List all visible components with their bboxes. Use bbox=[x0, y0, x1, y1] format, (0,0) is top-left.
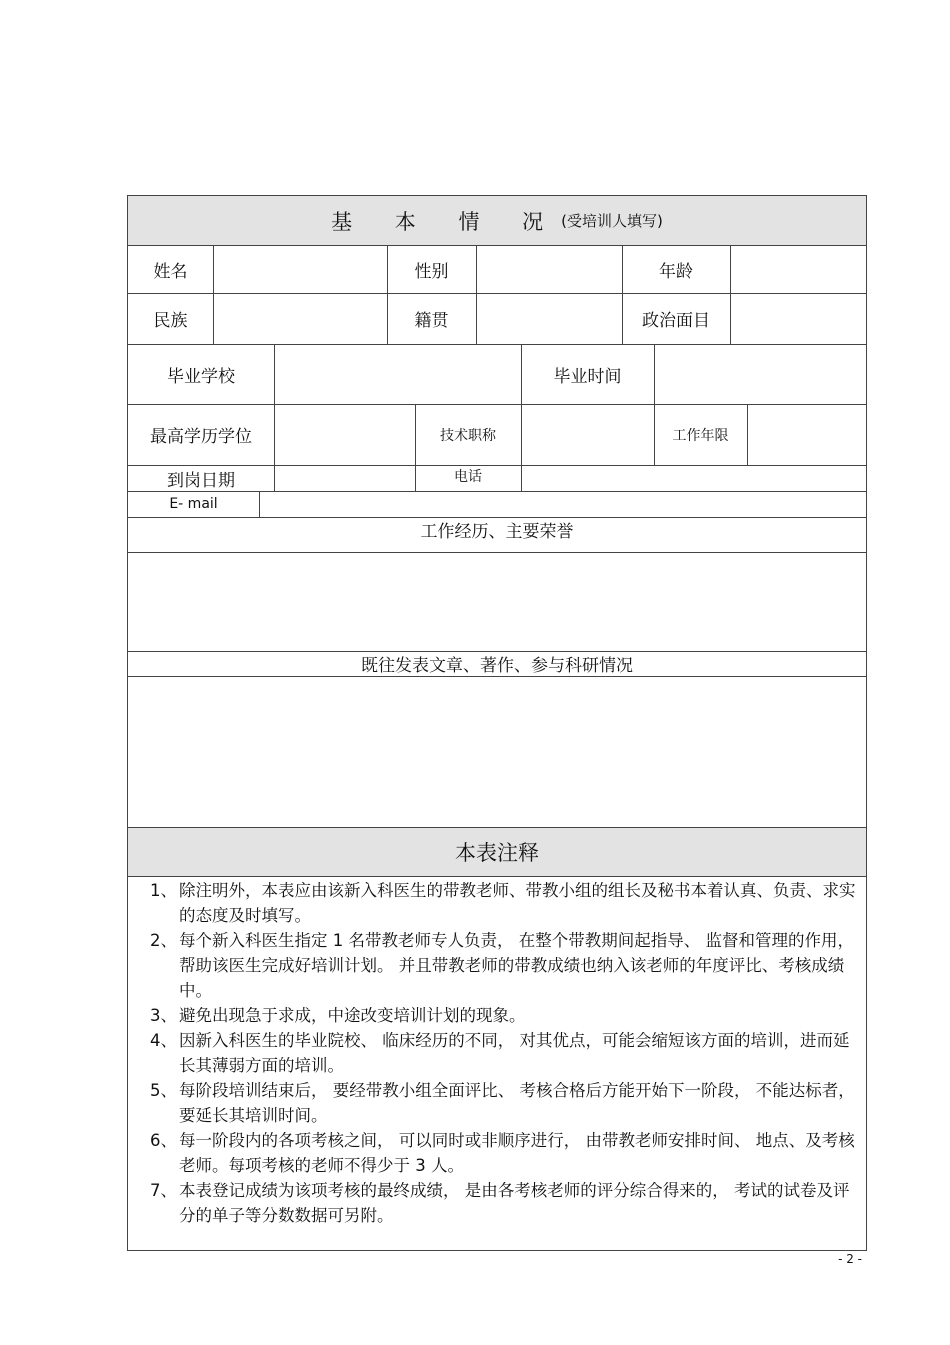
page-number: - 2 - bbox=[838, 1252, 862, 1266]
label-native-place: 籍贯 bbox=[414, 311, 449, 331]
work-experience-field[interactable] bbox=[128, 553, 866, 651]
note-text: 本表登记成绩为该项考核的最终成绩， 是由各考核老师的评分综合得来的， 考试的试卷及评分的单子等分数数据可另附。 bbox=[179, 1181, 850, 1225]
note-item bbox=[150, 1078, 860, 1128]
label-technical-title: 技术职称 bbox=[440, 427, 496, 444]
note-number: 2、 bbox=[150, 931, 177, 950]
note-number: 5、 bbox=[150, 1081, 177, 1100]
label-political-status: 政治面目 bbox=[642, 311, 710, 331]
graduation-time-field[interactable] bbox=[655, 345, 866, 404]
label-name: 姓名 bbox=[153, 261, 188, 282]
label-graduation-time: 毕业时间 bbox=[553, 366, 622, 387]
section-title-main: 基 本 情 况 bbox=[331, 209, 562, 234]
label-start-date: 到岗日期 bbox=[167, 470, 235, 491]
note-text: 因新入科医生的毕业院校、 临床经历的不同， 对其优点，可能会缩短该方面的培训，进而延长其薄弱方面的培训。 bbox=[179, 1031, 850, 1075]
section-title bbox=[128, 196, 866, 245]
label-years-of-work: 工作年限 bbox=[672, 427, 729, 444]
native-place-field[interactable] bbox=[477, 294, 622, 344]
note-item bbox=[150, 1028, 860, 1078]
note-number: 1、 bbox=[150, 881, 177, 900]
highest-degree-field[interactable] bbox=[275, 405, 415, 465]
age-field[interactable] bbox=[731, 246, 866, 293]
note-number: 3、 bbox=[150, 1006, 177, 1025]
name-field[interactable] bbox=[214, 246, 387, 293]
political-status-field[interactable] bbox=[731, 294, 866, 344]
note-item bbox=[150, 1003, 860, 1028]
note-number: 7、 bbox=[150, 1181, 177, 1200]
label-ethnicity: 民族 bbox=[153, 311, 188, 331]
note-number: 6、 bbox=[150, 1131, 177, 1150]
label-age: 年龄 bbox=[659, 261, 693, 282]
ethnicity-field[interactable] bbox=[214, 294, 387, 344]
label-work-experience: 工作经历、主要荣誉 bbox=[420, 521, 574, 542]
label-phone: 电话 bbox=[454, 469, 482, 485]
notes-title: 本表注释 bbox=[455, 841, 539, 865]
note-text: 每一阶段内的各项考核之间， 可以同时或非顺序进行， 由带教老师安排时间、 地点、及考核老师。每项考核的老师不得少于 3 人。 bbox=[179, 1131, 855, 1175]
graduated-school-field[interactable] bbox=[275, 345, 521, 404]
label-email: E- mail bbox=[169, 496, 218, 512]
start-date-field[interactable] bbox=[275, 466, 415, 491]
note-item bbox=[150, 1178, 860, 1228]
technical-title-field[interactable] bbox=[522, 405, 654, 465]
note-text: 除注明外，本表应由该新入科医生的带教老师、带教小组的组长及秘书本着认真、负责、求实的态度及时填写。 bbox=[179, 881, 856, 925]
years-of-work-field[interactable] bbox=[748, 405, 866, 465]
note-item bbox=[150, 1128, 860, 1178]
note-item bbox=[150, 878, 860, 928]
note-text: 避免出现急于求成，中途改变培训计划的现象。 bbox=[179, 1006, 526, 1025]
gender-field[interactable] bbox=[477, 246, 622, 293]
note-text: 每阶段培训结束后， 要经带教小组全面评比、 考核合格后方能开始下一阶段， 不能达标者，要延长其培训时间。 bbox=[179, 1081, 855, 1125]
note-number: 4、 bbox=[150, 1031, 177, 1050]
phone-field[interactable] bbox=[522, 466, 866, 491]
note-text: 每个新入科医生指定 1 名带教老师专人负责， 在整个带教期间起指导、 监督和管理的作用，帮助该医生完成好培训计划。 并且带教老师的带教成绩也纳入该老师的年度评比、考核成绩中。 bbox=[179, 931, 854, 1000]
publications-field[interactable] bbox=[128, 677, 866, 827]
note-item bbox=[150, 928, 860, 1003]
email-field[interactable] bbox=[260, 492, 866, 517]
section-title-sub: (受培训人填写) bbox=[561, 212, 663, 230]
label-highest-degree: 最高学历学位 bbox=[150, 427, 252, 447]
label-graduated-school: 毕业学校 bbox=[167, 366, 235, 387]
label-gender: 性别 bbox=[414, 261, 449, 282]
label-publications: 既往发表文章、著作、参与科研情况 bbox=[361, 656, 633, 676]
